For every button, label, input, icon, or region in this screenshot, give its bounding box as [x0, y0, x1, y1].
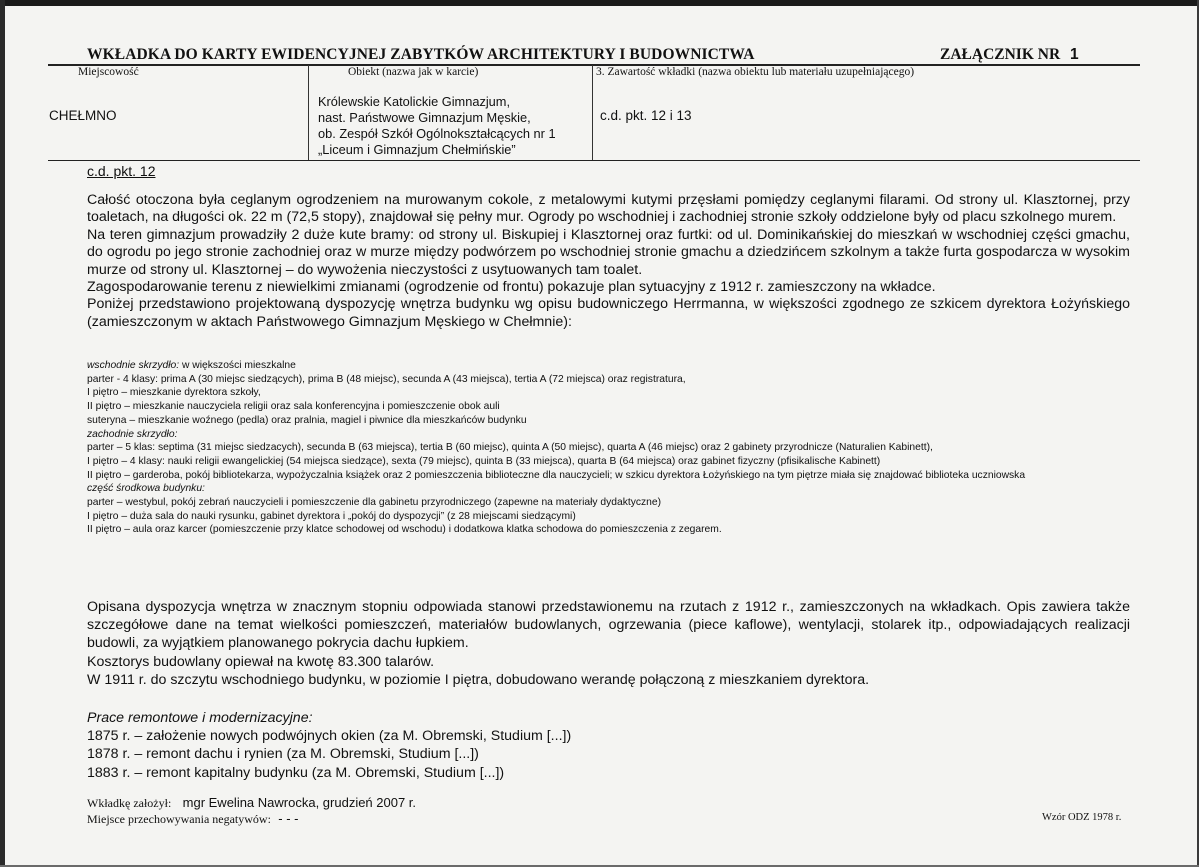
- list-item: I piętro – mieszkanie dyrektora szkoły,: [87, 387, 261, 399]
- negatives-line: [87, 811, 299, 827]
- object-name-line: „Liceum i Gimnazjum Chełmińskie”: [318, 142, 516, 157]
- list-item: II piętro – mieszkanie nauczyciela religii oraz sala konferencyjna i pomieszczenie obok auli: [87, 401, 500, 413]
- list-item: I piętro – 4 klasy: nauki religii ewangelickiej (54 miejsca siedzące), sexta (79 miejsc), quinta B (33 miejsca), quarta B (64 miejsca) oraz gabinet fizyczny (pfisikalische Kabinett): [87, 455, 881, 467]
- author-label: Wkładkę założył:: [87, 796, 172, 810]
- list-item: część środkowa budynku:: [87, 483, 205, 495]
- renovation-item: 1875 r. – założenie nowych podwójnych okien (za M. Obremski, Studium [...]): [87, 728, 572, 745]
- attachment-number: 1: [1070, 46, 1079, 63]
- paragraph: Poniżej przedstawiono projektowaną dyspozycję wnętrza budynku wg opisu budowniczego Herrmanna, w większości zgodnego ze szkicem dyrektora Łożyńskiego (zamieszczonym w aktach Państwowego Gimnazjum Męskiego w Chełmnie):: [87, 296, 1130, 330]
- document-title: WKŁADKA DO KARTY EWIDENCYJNEJ ZABYTKÓW ARCHITEKTURY I BUDOWNICTWA: [87, 46, 755, 63]
- list-item: [87, 359, 1130, 373]
- closing-text: [87, 598, 1130, 689]
- table-top-rule: [48, 64, 1140, 66]
- list-item-tail: w większości mieszkalne: [179, 360, 296, 371]
- content-value: c.d. pkt. 12 i 13: [600, 108, 692, 123]
- list-item: parter – westybul, pokój zebrań nauczycieli i pomieszczenie dla gabinetu przyrodniczego (zapewne na materiały dydaktyczne): [87, 497, 662, 509]
- column-label-object: Obiekt (nazwa jak w karcie): [348, 66, 479, 78]
- attachment-label: ZAŁĄCZNIK NR: [940, 46, 1061, 63]
- section-reference: c.d. pkt. 12: [87, 163, 156, 179]
- main-text: [87, 192, 1130, 331]
- list-item-label: wschodnie skrzydło:: [87, 360, 180, 371]
- paragraph: Zagospodarowanie terenu z niewielkimi zmianami (ogrodzenie od frontu) pokazuje plan sytuacyjny z 1912 r. zamieszczony na wkładce.: [87, 279, 936, 296]
- locality-value: CHEŁMNO: [49, 108, 117, 123]
- renovations-section: [87, 709, 571, 782]
- author-line: [87, 795, 416, 811]
- renovation-item: 1883 r. – remont kapitalny budynku (za M. Obremski, Studium [...]): [87, 764, 505, 781]
- list-item: parter – 5 klas: septima (31 miejsc siedzacych), secunda B (63 miejsca), tertia B (60 miejsc), quinta A (50 miejsc), quarta A (46 miejsc) oraz 2 gabinety przyrodnicze (Naturalien Kabinett),: [87, 442, 933, 454]
- object-name-line: Królewskie Katolickie Gimnazjum,: [318, 94, 511, 109]
- scan-border-left: [0, 0, 5, 867]
- negatives-label: Miejsce przechowywania negatywów:: [87, 812, 271, 826]
- object-name-line: ob. Zespół Szkół Ogólnokształcących nr 1: [318, 126, 556, 141]
- table-col-divider-2: [592, 65, 593, 160]
- list-item: II piętro – aula oraz karcer (pomieszczenie przy klatce schodowej od wschodu) i dodatkowa klatka schodowa do pomieszczenia z zegarem.: [87, 524, 722, 536]
- object-name-line: nast. Państwowe Gimnazjum Męskie,: [318, 110, 531, 125]
- author-value: mgr Ewelina Nawrocka, grudzień 2007 r.: [182, 795, 417, 810]
- list-item: parter - 4 klasy: prima A (30 miejsc siedzących), prima B (48 miejsc), secunda A (43 miejsca), tertia A (72 miejsca) oraz registratura,: [87, 373, 686, 385]
- list-item: I piętro – duża sala do nauki rysunku, gabinet dyrektora i „pokój do dyspozycji” (z 28 miejscami siedzącymi): [87, 510, 576, 522]
- column-label-locality: Miejscowość: [78, 66, 139, 78]
- list-item: suteryna – mieszkanie woźnego (pedla) oraz pralnia, magiel i piwnice dla mieszkańców budynku: [87, 414, 527, 426]
- renovations-heading: Prace remontowe i modernizacyjne:: [87, 710, 313, 726]
- paragraph: Opisana dyspozycja wnętrza w znacznym stopniu odpowiada stanowi przedstawionemu na rzutach z 1912 r., zamieszczonych na wkładkach. Opis zawiera także szczegółowe dane na temat wielkości pomieszczeń, materiałów budowlanych, ogrzewania (piece kaflowe), wentylacji, stolarek itp., odpowiadających realizacji budowli, za wyjątkiem planowanego pokrycia dachu łupkiem.: [87, 599, 1130, 652]
- renovation-item: 1878 r. – remont dachu i rynien (za M. Obremski, Studium [...]): [87, 746, 479, 763]
- scan-border-top: [0, 0, 1199, 6]
- paragraph: Całość otoczona była ceglanym ogrodzeniem na murowanym cokole, z metalowymi kutymi przęsłami pomiędzy ceglanymi filarami. Od strony ul. Klasztornej, przy toaletach, na długości ok. 22 m (72,5 stopy), znajdował się pełny mur. Ogrody po wschodniej i zachodniej stronie szkoły oddzielone były od placu szkolnego murem.: [87, 192, 1130, 226]
- table-bottom-rule: [48, 160, 1140, 161]
- column-label-content: 3. Zawartość wkładki (nazwa obiektu lub materiału uzupełniającego): [596, 66, 915, 78]
- paragraph: W 1911 r. do szczytu wschodniego budynku, w poziomie I piętra, dobudowano werandę połączoną z mieszkaniem dyrektora.: [87, 671, 870, 688]
- paragraph: Na teren gimnazjum prowadziły 2 duże kute bramy: od strony ul. Biskupiej i Klasztornej oraz furtki: od ul. Dominikańskiej do mieszkań w wschodniej części gmachu, do ogrodu po jego stronie zachodniej oraz w murze między podwórzem po wschodniej stronie gmachu a dziedzińcem szkolnym a także furta gospodarcza w wysokim murze od strony ul. Klasztornej – do wywożenia nieczystości z usytuowanych tam toalet.: [87, 226, 1130, 278]
- negatives-value: - - -: [278, 811, 299, 826]
- interior-layout-list: [87, 359, 1130, 537]
- list-item: zachodnie skrzydło:: [87, 428, 178, 440]
- paragraph: Kosztorys budowlany opiewał na kwotę 83.300 talarów.: [87, 653, 435, 670]
- list-item: II piętro – garderoba, pokój bibliotekarza, wypożyczalnia książek oraz 2 pomieszczenia biblioteczne dla nauczycieli; w szkicu dyrektora Łożyńskiego na tym piętrze miała się znajdować biblioteka uczniowska: [87, 469, 1026, 481]
- form-code: Wzór ODZ 1978 r.: [1042, 812, 1122, 823]
- table-col-divider-1: [308, 65, 309, 160]
